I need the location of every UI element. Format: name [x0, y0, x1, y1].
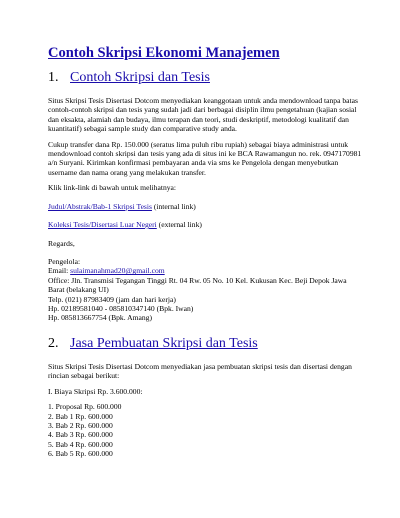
page-title-link[interactable]: Contoh Skripsi Ekonomi Manajemen — [48, 45, 280, 61]
section-2-paragraph-1: Situs Skripsi Tesis Disertasi Dotcom menyediakan jasa pembuatan skripsi tesis dan disertasi dengan rincian sebagai berikut: — [48, 361, 352, 381]
cost-list — [48, 402, 364, 458]
section-1-heading-link[interactable]: Contoh Skripsi dan Tesis — [70, 69, 210, 85]
section-2-heading-link[interactable]: Jasa Pembuatan Skripsi dan Tesis — [70, 335, 258, 351]
internal-link-note: (internal link) — [151, 201, 196, 211]
cost-heading: I. Biaya Skripsi Rp. 3.600.000: — [48, 386, 143, 396]
document-content — [48, 44, 364, 459]
list-item: 5. Bab 4 Rp. 600.000 — [48, 439, 113, 449]
phone-2: Hp. 085813667754 (Bpk. Amang) — [48, 313, 152, 323]
office-address: Office: Jln. Transmisi Tegangan Tinggi Rt. 04 Rw. 05 No. 10 Kel. Kukusan Kec. Beji Depok Jawa Barat (belakang UI) — [48, 275, 347, 295]
list-item: 4. Bab 3 Rp. 600.000 — [48, 430, 113, 440]
external-link-note: (external link) — [156, 220, 202, 230]
list-item: 1. Proposal Rp. 600.000 — [48, 402, 122, 412]
telephone: Telp. (021) 87983409 (jam dan hari kerja) — [48, 294, 176, 304]
link-row-1 — [48, 202, 364, 211]
email-line — [48, 266, 364, 275]
list-item: 2. Bab 1 Rp. 600.000 — [48, 411, 113, 421]
external-link[interactable]: Koleksi Tesis/Disertasi Luar Negeri — [48, 220, 157, 230]
section-1-number: 1. — [48, 69, 59, 85]
section-2-heading — [48, 335, 364, 353]
phone-1: Hp. 02189581040 - 085810347140 (Bpk. Iwan) — [48, 303, 194, 313]
links-intro: Klik link-link di bawah untuk melihatnya: — [48, 183, 177, 193]
section-2-number: 2. — [48, 335, 59, 351]
email-link[interactable]: sulaimanahmad20@gmail.com — [70, 266, 165, 276]
regards-text: Regards, — [48, 238, 75, 248]
list-item: 3. Bab 2 Rp. 600.000 — [48, 420, 113, 430]
pengelola-label: Pengelola: — [48, 256, 81, 266]
email-label: Email: — [48, 266, 71, 276]
page-title[interactable] — [48, 44, 364, 63]
section-1-heading — [48, 69, 364, 87]
link-row-2 — [48, 220, 364, 229]
section-1-paragraph-2: Cukup transfer dana Rp. 150.000 (seratus lima puluh ribu rupiah) sebagai biaya administrasi untuk mendownload contoh skripsi dan tesis yang ada di situs ini ke BCA Rawamangun no. rek. 0947170981 a/n Suryani. Kirimkan konfirmasi pembayaran anda via sms ke Pengelola dengan menyebutkan username dan nama orang yang melakukan transfer. — [48, 139, 362, 177]
list-item: 6. Bab 5 Rp. 600.000 — [48, 449, 113, 459]
internal-link[interactable]: Judul/Abstrak/Bab-1 Skripsi Tesis — [48, 201, 152, 211]
section-1-paragraph-1: Situs Skripsi Tesis Disertasi Dotcom menyediakan keanggotaan untuk anda mendownload tanpa batas contoh-contoh skripsi dan tesis yang sudah jadi dari berbagai disiplin ilmu pengetahuan (kajian sosial dan eksakta, alamiah dan budaya, ilmu terapan dan teori, studi deskriptif, metodologi kualitatif dan kuantitatif) sebagai sample study dan comparative study anda. — [48, 96, 358, 134]
